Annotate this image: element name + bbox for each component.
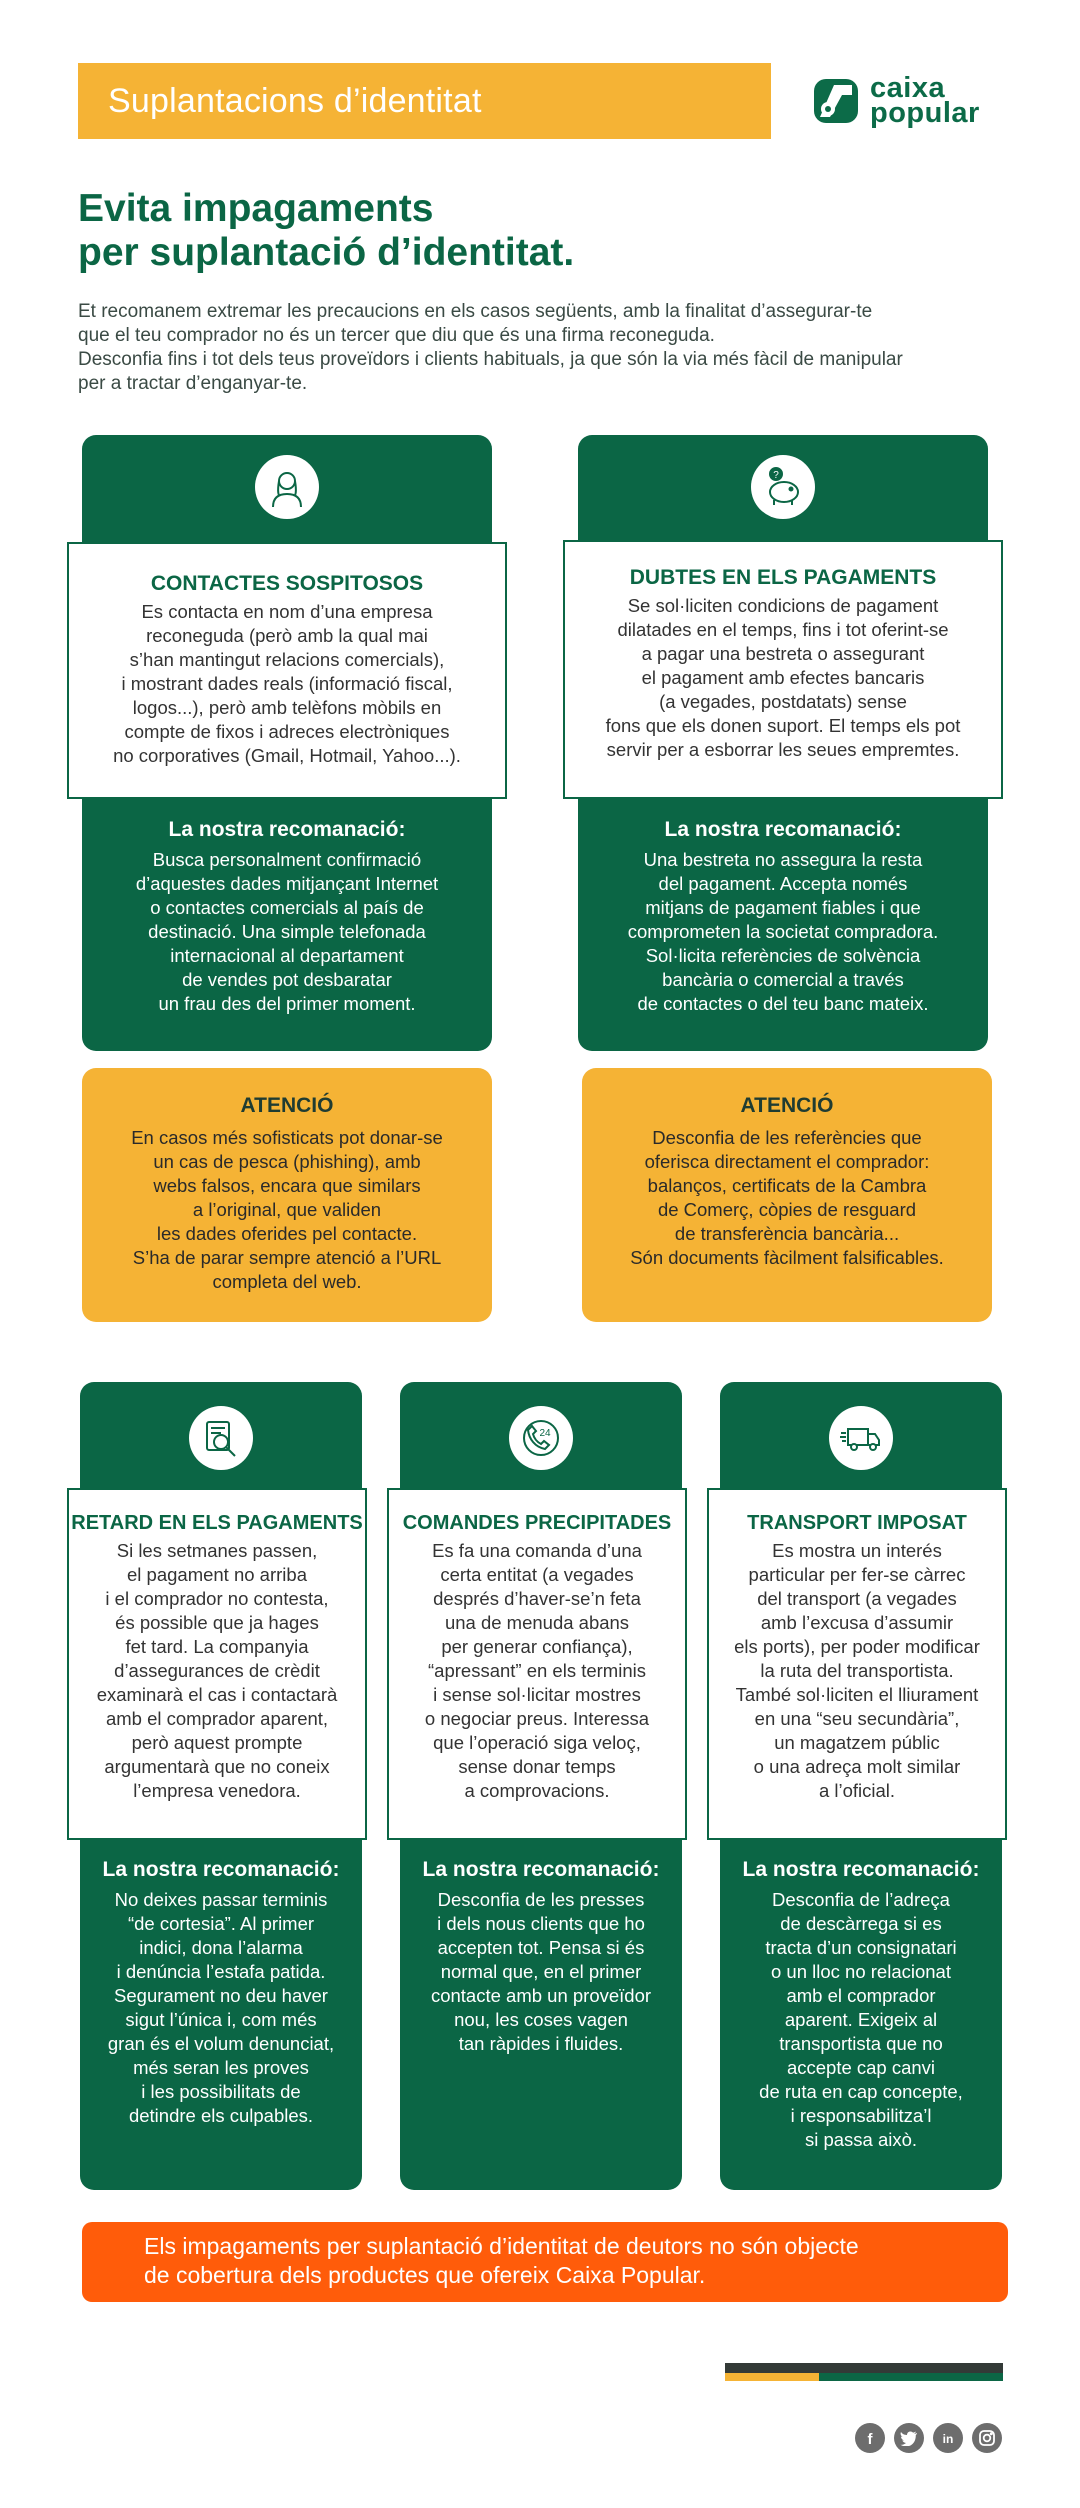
recommendation-title: La nostra recomanació: bbox=[664, 818, 902, 841]
logo-line2: popular bbox=[870, 97, 980, 129]
recommendation bbox=[82, 818, 492, 1016]
atencio-text: En casos més sofisticats pot donar-se un cas de pesca (phishing), amb webs falsos, encara que similars a l’original, que validen les dades oferides pel contacte. S’ha de parar sempre atenció a l’URL completa del web. bbox=[131, 1127, 443, 1292]
recommendation-title: La nostra recomanació: bbox=[422, 1858, 660, 1881]
card-text: Es mostra un interés particular per fer-se càrrec del transport (a vegades amb l’excusa d’assumir els ports), per poder modificar la ruta del transportista. També sol·liciten el lliurament en una “seu secundària”, un magatzem públic o una adreça molt similar a l’oficial. bbox=[734, 1540, 980, 1801]
svg-text:in: in bbox=[942, 2432, 954, 2446]
intro-line: Desconfia fins i tot dels teus proveïdors i clients habituals, ja que són la via més fàcil de manipular bbox=[78, 349, 903, 370]
recommendation-title: La nostra recomanació: bbox=[168, 818, 406, 841]
card-body bbox=[707, 1488, 1007, 1840]
recommendation-text: Desconfia de l’adreça de descàrrega si es tracta d’un consignatari o un lloc no relacionat amb el comprador aparent. Exigeix al transportista que no accepte cap canvi de ruta en cap concepte, i responsabilitza’l si passa això. bbox=[759, 1889, 963, 2150]
card-body bbox=[67, 542, 507, 799]
page-title bbox=[78, 187, 574, 275]
card-title: DUBTES EN ELS PAGAMENTS bbox=[629, 566, 937, 589]
card-title: CONTACTES SOSPITOSOS bbox=[150, 572, 424, 595]
intro-line: Et recomanem extremar les precaucions en els casos següents, amb la finalitat d’assegurar-te bbox=[78, 301, 873, 322]
header-bar bbox=[78, 63, 771, 139]
card-text: Es contacta en nom d’una empresa reconeguda (però amb la qual mai s’han mantingut relacions comercials), i mostrant dades reals (informació fiscal, logos...), però amb telèfons mòbils en compte de fixos i adreces electròniques no corporatives (Gmail, Hotmail, Yahoo...). bbox=[113, 601, 461, 766]
caixa-popular-logo[interactable] bbox=[812, 72, 980, 129]
recommendation bbox=[400, 1858, 682, 2056]
atencio-title: ATENCIÓ bbox=[740, 1094, 834, 1117]
atencio-title: ATENCIÓ bbox=[240, 1094, 334, 1117]
svg-text:?: ? bbox=[773, 470, 779, 481]
stripe-green bbox=[819, 2373, 1003, 2381]
card-title: TRANSPORT IMPOSAT bbox=[747, 1512, 967, 1534]
card-text: Se sol·liciten condicions de pagament dilatades en el temps, fins i tot oferint-se a pagar una bestreta o assegurant el pagament amb efectes bancaris (a vegades, postdatats) sense fons que els donen suport. El temps els pot servir per a esborrar les seues empremtes. bbox=[605, 595, 961, 760]
intro-text bbox=[78, 300, 978, 396]
card-text: Es fa una comanda d’una certa entitat (a vegades després d’haver-se’n feta una de menuda abans per generar confiança), “apressant” en els terminis i sense sol·licitar mostres o negociar preus. Interessa que l’operació siga veloç, sense donar temps a comprovacions. bbox=[424, 1540, 650, 1801]
intro-line: que el teu comprador no és un tercer que diu que és una firma reconeguda. bbox=[78, 325, 715, 346]
card-text: Si les setmanes passen, el pagament no arriba i el comprador no contesta, és possible que ja hages fet tard. La companyia d’assegurances de crèdit examinarà el cas i contactarà amb el comprador aparent, però aquest prompte argumentarà que no coneix l’empresa venedora. bbox=[96, 1540, 338, 1801]
atencio-box bbox=[82, 1068, 492, 1322]
phone-24h-icon bbox=[509, 1406, 573, 1470]
recommendation bbox=[720, 1858, 1002, 2152]
piggy-bank-icon bbox=[751, 455, 815, 519]
intro-line: per a tractar d’enganyar-te. bbox=[78, 373, 308, 394]
disclaimer-text: Els impagaments per suplantació d’identitat de deutors no són objecte de cobertura dels productes que ofereix Caixa Popular. bbox=[144, 2233, 859, 2288]
card-body bbox=[387, 1488, 687, 1840]
recommendation-text: Una bestreta no assegura la resta del pagament. Accepta només mitjans de pagament fiables i que comprometen la societat compradora. Sol·licita referències de solvència bancària o comercial a través de contactes o del teu banc mateix. bbox=[627, 849, 939, 1014]
logo-mark-icon bbox=[812, 77, 860, 125]
atencio-box bbox=[582, 1068, 992, 1322]
card-body bbox=[563, 540, 1003, 799]
linkedin-icon[interactable] bbox=[933, 2423, 963, 2453]
facebook-icon[interactable] bbox=[855, 2423, 885, 2453]
page-title-line2: per suplantació d’identitat. bbox=[78, 231, 575, 274]
header-title: Suplantacions d’identitat bbox=[108, 81, 482, 120]
recommendation-text: Busca personalment confirmació d’aquestes dades mitjançant Internet o contactes comercials al país de destinació. Una simple telefonada internacional al departament de vendes pot desbaratar un frau des del primer moment. bbox=[135, 849, 439, 1014]
recommendation-text: No deixes passar terminis “de cortesia”. Al primer indici, dona l’alarma i denúncia l’estafa patida. Segurament no deu haver sigut l’única i, com més gran és el volum denunciat, més seran les proves i les possibilitats de detindre els culpables. bbox=[107, 1889, 335, 2126]
twitter-icon[interactable] bbox=[894, 2423, 924, 2453]
invoice-search-icon bbox=[189, 1406, 253, 1470]
page-title-line1: Evita impagaments bbox=[78, 187, 434, 230]
svg-text:24: 24 bbox=[539, 1428, 551, 1439]
card-title: COMANDES PRECIPITADES bbox=[402, 1512, 672, 1534]
card-title: RETARD EN ELS PAGAMENTS bbox=[71, 1512, 363, 1534]
recommendation-title: La nostra recomanació: bbox=[742, 1858, 980, 1881]
recommendation-text: Desconfia de les presses i dels nous clients que ho accepten tot. Pensa si és normal que, en el primer contacte amb un proveïdor nou, les coses vagen tan ràpides i fluides. bbox=[430, 1889, 652, 2054]
recommendation bbox=[80, 1858, 362, 2128]
woman-icon bbox=[255, 455, 319, 519]
recommendation-title: La nostra recomanació: bbox=[102, 1858, 340, 1881]
recommendation bbox=[578, 818, 988, 1016]
stripe-dark bbox=[725, 2363, 1003, 2373]
truck-icon bbox=[829, 1406, 893, 1470]
stripe-yellow bbox=[725, 2373, 819, 2381]
atencio-text: Desconfia de les referències que oferisca directament el comprador: balanços, certificats de la Cambra de Comerç, còpies de resguard de transferència bancària... Són documents fàcilment falsificables. bbox=[630, 1127, 944, 1268]
logo-line1: caixa bbox=[870, 72, 946, 104]
instagram-icon[interactable] bbox=[972, 2423, 1002, 2453]
svg-text:f: f bbox=[867, 2431, 873, 2446]
decorative-stripes bbox=[725, 2363, 1003, 2381]
logo-text bbox=[870, 72, 980, 129]
card-body bbox=[67, 1488, 367, 1840]
disclaimer-banner bbox=[82, 2222, 1008, 2302]
